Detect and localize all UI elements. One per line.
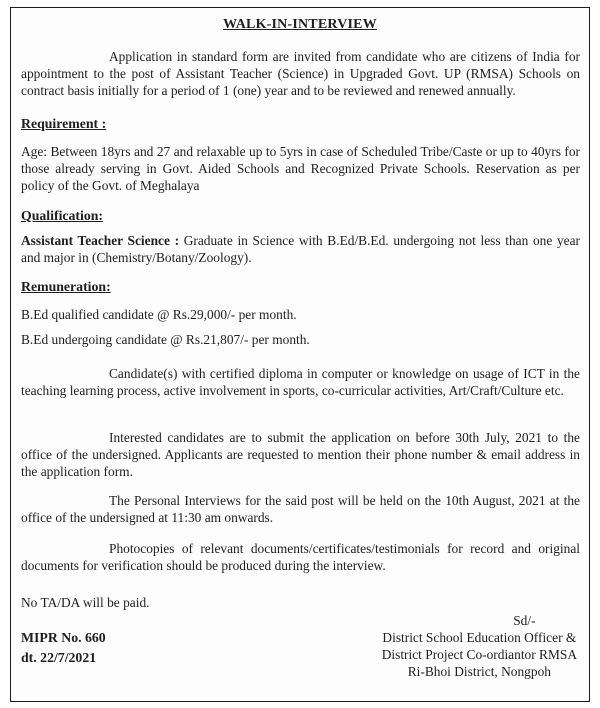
requirement-heading: Requirement : (21, 116, 107, 131)
interview-paragraph (21, 492, 580, 526)
mipr-reference (21, 628, 106, 668)
requirement-text: Age: Between 18yrs and 27 and relaxable up to 5yrs in case of Scheduled Tribe/Caste or up to 40yrs for those already serving in Govt. Aided Schools and Recognized Private Schools. Reservation as per policy of the Govt. of Meghalaya (21, 144, 580, 193)
remuneration-item-undergoing: B.Ed undergoing candidate @ Rs.21,807/- per month. (21, 332, 310, 347)
signature-line-2: District Project Co-ordiantor RMSA (381, 647, 577, 662)
notice-title: WALK-IN-INTERVIEW (223, 17, 377, 32)
walk-in-interview-notice (10, 7, 590, 702)
mipr-date: dt. 22/7/2021 (21, 650, 97, 665)
documents-text: Photocopies of relevant documents/certificates/testimonials for record and original documents for verification should be produced during the interview. (21, 541, 580, 573)
qualification-paragraph (21, 232, 580, 266)
qualification-label: Assistant Teacher Science : (21, 233, 180, 248)
qualification-text: Graduate in Science with B.Ed/B.Ed. undergoing not less than one year and major in (Chemistry/Botany/Zoology). (21, 233, 580, 265)
documents-paragraph (21, 540, 580, 574)
preference-text: Candidate(s) with certified diploma in computer or knowledge on usage of ICT in the teaching learning process, active involvement in sports, co-curricular activities, Art/Craft/Culture etc. (21, 366, 580, 398)
signature-line-3: Ri-Bhoi District, Nongpoh (407, 664, 551, 679)
mipr-number: MIPR No. 660 (21, 630, 106, 645)
submission-paragraph (21, 429, 580, 480)
intro-text: Application in standard form are invited from candidate who are citizens of India for appointment to the post of Assistant Teacher (Science) in Upgraded Govt. UP (RMSA) Schools on contract basis initially for a period of 1 (one) year and to be reviewed and renewed annually. (21, 49, 580, 98)
preference-paragraph (21, 365, 580, 399)
no-tada-note: No TA/DA will be paid. (21, 595, 150, 610)
submission-text: Interested candidates are to submit the application on before 30th July, 2021 to the office of the undersigned. Applicants are requested to mention their phone number & email address in the application form. (21, 430, 580, 479)
interview-text: The Personal Interviews for the said post will be held on the 10th August, 2021 at the office of the undersigned at 11:30 am onwards. (21, 493, 580, 525)
qualification-heading: Qualification: (21, 208, 104, 223)
signature-sd: Sd/- (513, 613, 536, 628)
remuneration-heading: Remuneration: (21, 279, 111, 294)
signature-block (382, 612, 577, 680)
signature-line-1: District School Education Officer & (382, 630, 577, 645)
remuneration-item-qualified: B.Ed qualified candidate @ Rs.29,000/- per month. (21, 307, 297, 322)
intro-paragraph (21, 48, 580, 99)
